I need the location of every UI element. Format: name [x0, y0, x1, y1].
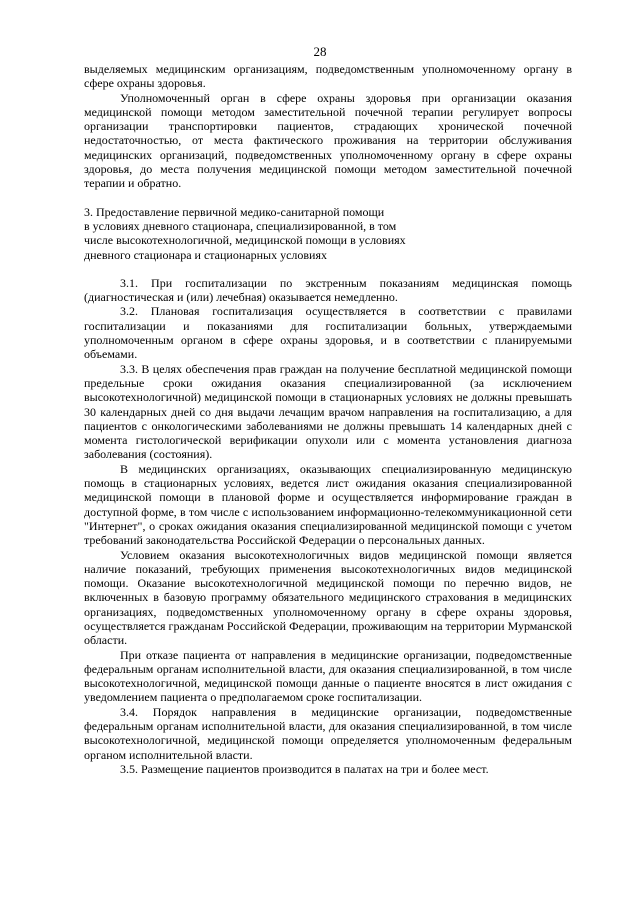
paragraph-high-tech: Условием оказания высокотехнологичных видов медицинской помощи является наличие показаний, требующих применения высокотехнологичных видов медицинской помощи. Оказание высокотехнологичной медицинской помощи по перечню видов, не включенных в базовую программу обязательного медицинского страхования в медицинских организациях, подведомственных уполномоченному органу в сфере охраны здоровья, осуществляется гражданам Российской Федерации, проживающим на территории Мурманской области. [84, 547, 572, 648]
document-body [84, 62, 572, 776]
paragraph-refusal: При отказе пациента от направления в медицинские организации, подведомственные федеральным органам исполнительной власти, для оказания специализированной, в том числе высокотехнологичной, медицинской помощи данные о пациенте вносятся в лист ожидания с уведомлением пациента о предполагаемом сроке госпитализации. [84, 647, 572, 705]
section-3-heading-block [84, 191, 572, 276]
paragraph-continuation: выделяемых медицинским организациям, подведомственным уполномоченному органу в сфере охраны здоровья. [84, 62, 572, 91]
paragraph-3-1: 3.1. При госпитализации по экстренным показаниям медицинская помощь (диагностическая и (или) лечебная) оказывается немедленно. [84, 275, 572, 305]
heading-line: числе высокотехнологичной, медицинской помощи в условиях [84, 233, 406, 248]
paragraph-3-2: 3.2. Плановая госпитализация осуществляется в соответствии с правилами госпитализации и показаниями для госпитализации больных, утверждаемыми уполномоченным органом в сфере охраны здоровья, и в соответствии с планируемыми объемами. [84, 304, 572, 362]
paragraph-3-5: 3.5. Размещение пациентов производится в палатах на три и более мест. [120, 761, 489, 776]
paragraph-3-4: 3.4. Порядок направления в медицинские организации, подведомственные федеральным органам исполнительной власти, для оказания специализированной, в том числе высокотехнологичной, медицинской помощи определяется уполномоченным федеральным органом исполнительной власти. [84, 704, 572, 762]
paragraph-waiting-list: В медицинских организациях, оказывающих специализированную медицинскую помощь в стационарных условиях, ведется лист ожидания оказания специализированной медицинской помощи в плановой форме и осуществляется информирование граждан в доступной форме, в том числе с использованием информационно-телекоммуникационной сети "Интернет", о сроках ожидания оказания специализированной медицинской помощи с учетом требований законодательства Российской Федерации о персональных данных. [84, 461, 572, 548]
paragraph-3-3: 3.3. В целях обеспечения прав граждан на получение бесплатной медицинской помощи предельные сроки ожидания оказания специализированной (за исключением высокотехнологичной) медицинской помощи в стационарных условиях не должны превышать 30 календарных дней со дня выдачи лечащим врачом направления на госпитализацию, а для пациентов с онкологическими заболеваниями не должны превышать 14 календарных дней с момента гистологической верификации опухоли или с момента установления диагноза заболевания (состояния). [84, 361, 572, 462]
paragraph-transport: Уполномоченный орган в сфере охраны здоровья при организации оказания медицинской помощи методом заместительной почечной терапии регулирует вопросы организации транспортировки пациентов, страдающих хронической почечной недостаточностью, от места фактического проживания на территории обслуживания медицинских организаций, подведомственных уполномоченному органу в сфере охраны здоровья, до места получения медицинской помощи методом заместительной почечной терапии и обратно. [84, 90, 572, 191]
page-number: 28 [313, 44, 327, 59]
heading-line: в условиях дневного стационара, специализированной, в том [84, 218, 397, 233]
heading-line: 3. Предоставление первичной медико-санитарной помощи [84, 204, 385, 219]
heading-line: дневного стационара и стационарных условиях [84, 247, 327, 262]
section-3-heading [84, 205, 572, 262]
